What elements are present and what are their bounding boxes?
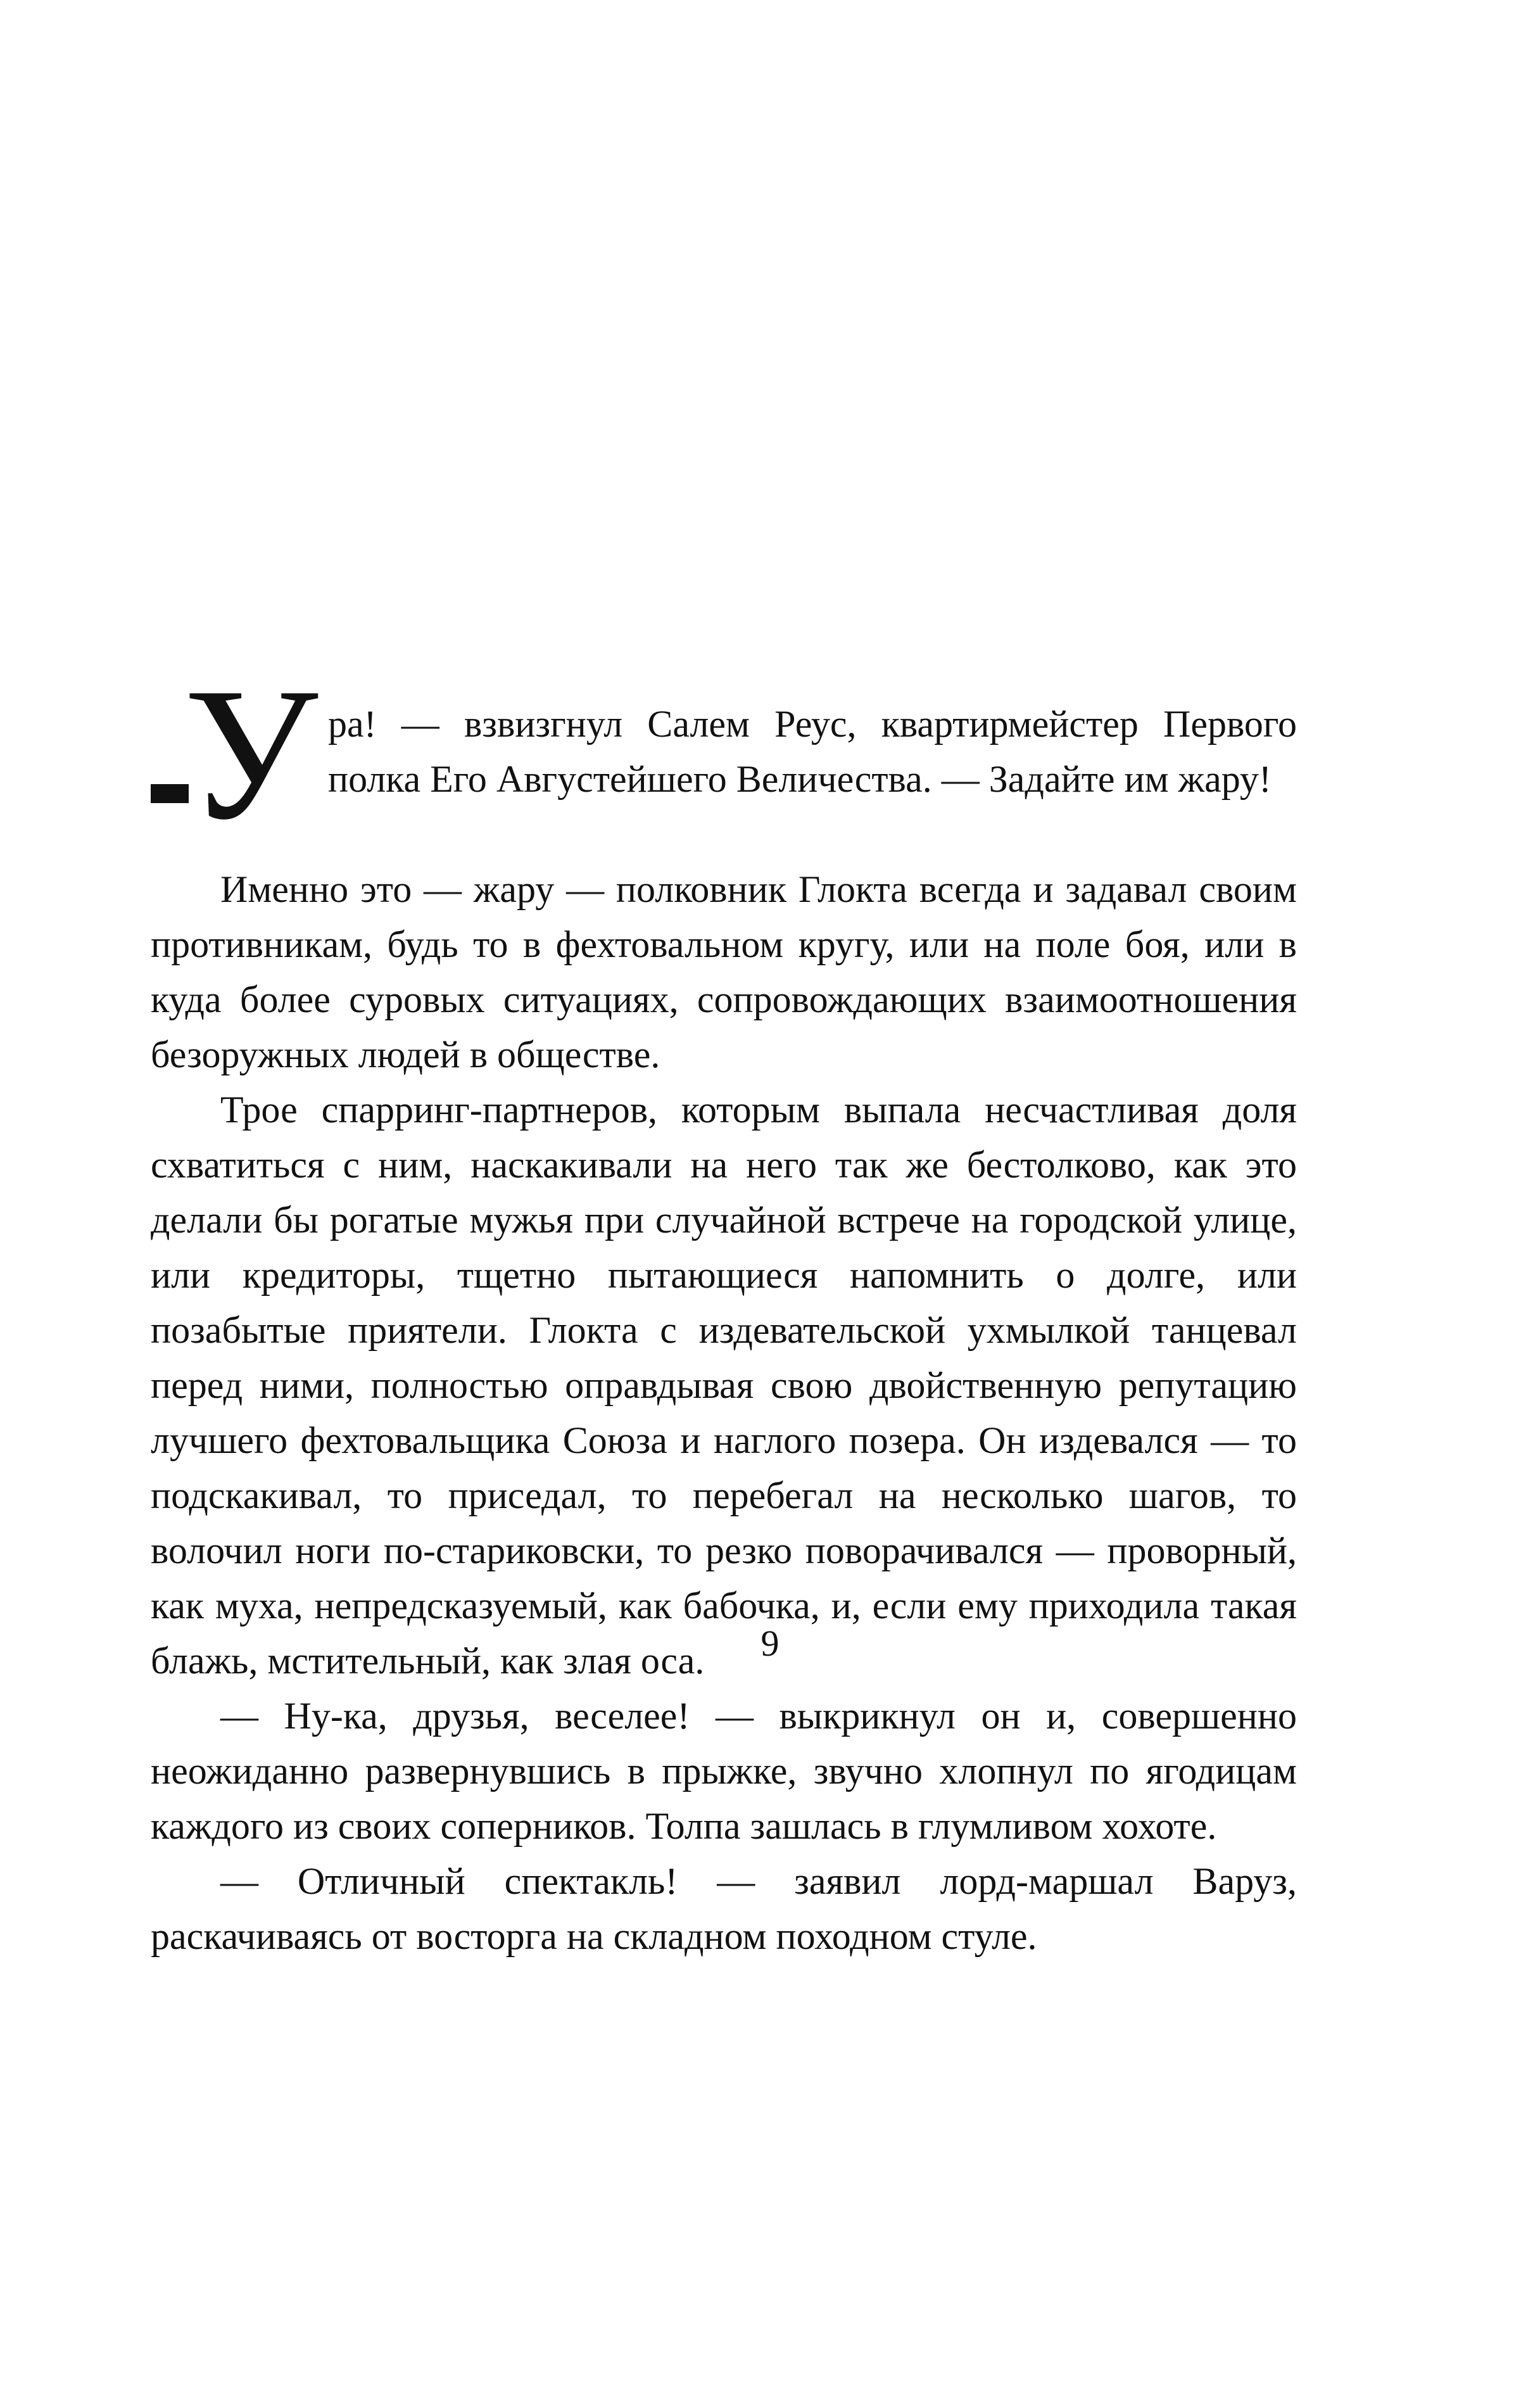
drop-cap-dash	[151, 784, 189, 803]
page-number: 9	[761, 1623, 779, 1664]
paragraph-2: Трое спарринг-партнеров, которым выпала несчастливая доля схватиться с ним, наскакивали на него так же бестолково, как это делали бы рогатые мужья при случайной встрече на городской улице, или кредиторы, тщетно пытающиеся напомнить о долге, или позабытые приятели. Глокта с издевательской ухмылкой танцевал перед ними, полностью оправдывая свою двойственную репутацию лучшего фехтовальщика Союза и наглого позера. Он издевался — то подскакивал, то приседал, то перебегал на несколько шагов, то волочил ноги по-стариковски, то резко поворачивался — проворный, как муха, непредсказуемый, как бабочка, и, если ему приходила такая блажь, мстительный, как злая оса.	[151, 1089, 1297, 1682]
opening-paragraph	[151, 649, 1297, 862]
paragraph-4: — Отличный спектакль! — заявил лорд-маршал Варуз, раскачиваясь от восторга на складном походном стуле.	[151, 1860, 1297, 1957]
chapter-text	[151, 649, 1297, 1964]
drop-cap-letter: У	[184, 649, 319, 859]
paragraph-3: — Ну-ка, друзья, веселее! — выкрикнул он и, совершенно неожиданно развернувшись в прыжке, звучно хлопнул по ягодицам каждого из своих соперников. Толпа зашлась в глумливом хохоте.	[151, 1695, 1297, 1847]
paragraph-1: Именно это — жару — полковник Глокта всегда и задавал своим противникам, будь то в фехтовальном кругу, или на поле боя, или в куда более суровых ситуациях, сопровождающих взаимоотношения безоружных людей в обществе.	[151, 868, 1297, 1075]
opening-text: ра! — взвизгнул Салем Реус, квартирмейстер Первого полка Его Августейшего Величества. — Задайте им жару!	[328, 703, 1297, 800]
